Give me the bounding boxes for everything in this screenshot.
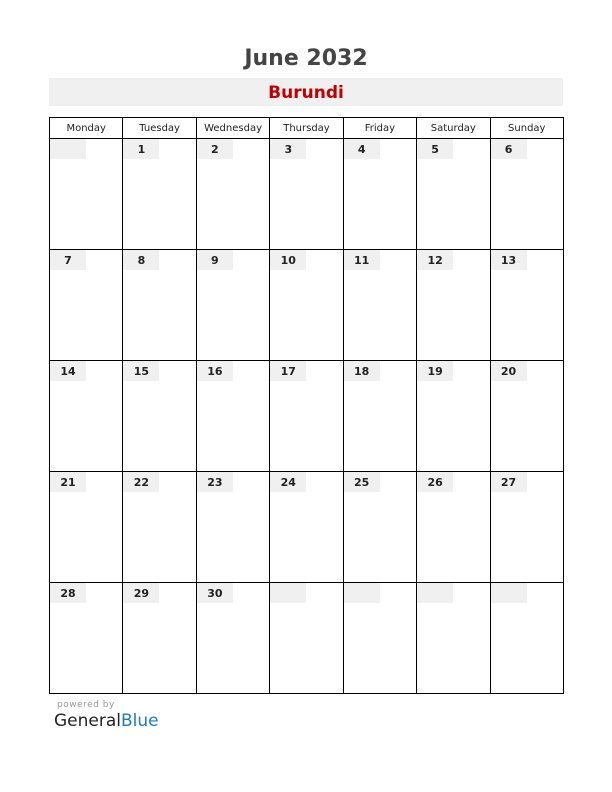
day-number: 26: [417, 472, 453, 492]
powered-by-label: powered by: [57, 700, 115, 710]
day-cell: [50, 139, 123, 250]
week-row: [50, 250, 564, 361]
day-cell: [123, 139, 196, 250]
day-cell: [417, 361, 490, 472]
day-cell: [50, 583, 123, 694]
day-cell: [490, 583, 563, 694]
brand-general-text: General: [54, 711, 121, 731]
day-cell: [417, 472, 490, 583]
day-number: 8: [123, 250, 159, 270]
day-cell: [490, 361, 563, 472]
weekday-header: Thursday: [270, 118, 343, 139]
day-number: 17: [270, 361, 306, 381]
day-number: 24: [270, 472, 306, 492]
day-cell: [490, 139, 563, 250]
day-number: 1: [123, 139, 159, 159]
week-row: [50, 139, 564, 250]
day-cell: [417, 250, 490, 361]
day-cell: [196, 250, 269, 361]
day-number: 29: [123, 583, 159, 603]
day-number: 23: [197, 472, 233, 492]
day-number: 20: [491, 361, 527, 381]
day-number: 22: [123, 472, 159, 492]
week-row: [50, 361, 564, 472]
day-cell: [123, 250, 196, 361]
day-cell: [417, 583, 490, 694]
day-cell: [343, 472, 416, 583]
day-cell: [343, 583, 416, 694]
day-cell: [343, 361, 416, 472]
day-number: 12: [417, 250, 453, 270]
day-number: 11: [344, 250, 380, 270]
day-cell: [196, 472, 269, 583]
week-row: [50, 472, 564, 583]
day-cell: [490, 250, 563, 361]
day-number: 14: [50, 361, 86, 381]
day-number: 4: [344, 139, 380, 159]
day-cell: [343, 250, 416, 361]
day-cell: [50, 250, 123, 361]
page-title: June 2032: [244, 46, 368, 71]
day-number: [50, 139, 86, 159]
day-number: 16: [197, 361, 233, 381]
day-cell: [196, 583, 269, 694]
brand-blue-text: Blue: [121, 711, 159, 731]
day-cell: [270, 583, 343, 694]
day-cell: [270, 139, 343, 250]
weekday-header: Wednesday: [196, 118, 269, 139]
day-number: 19: [417, 361, 453, 381]
weekday-header-row: [50, 118, 564, 139]
day-cell: [490, 472, 563, 583]
generalblue-logo[interactable]: [54, 711, 159, 731]
day-cell: [417, 139, 490, 250]
day-number: [417, 583, 453, 603]
day-cell: [123, 583, 196, 694]
day-number: 28: [50, 583, 86, 603]
day-number: 2: [197, 139, 233, 159]
day-number: 10: [270, 250, 306, 270]
weekday-header: Saturday: [417, 118, 490, 139]
day-cell: [123, 472, 196, 583]
country-banner: [49, 78, 563, 106]
day-number: 25: [344, 472, 380, 492]
day-cell: [343, 139, 416, 250]
day-cell: [270, 361, 343, 472]
day-number: 9: [197, 250, 233, 270]
weekday-header: Friday: [343, 118, 416, 139]
day-cell: [196, 361, 269, 472]
day-number: 18: [344, 361, 380, 381]
weekday-header: Tuesday: [123, 118, 196, 139]
day-cell: [270, 250, 343, 361]
day-cell: [50, 472, 123, 583]
day-number: 30: [197, 583, 233, 603]
day-number: [491, 583, 527, 603]
weekday-header: Sunday: [490, 118, 563, 139]
day-number: 13: [491, 250, 527, 270]
day-number: 7: [50, 250, 86, 270]
weekday-header: Monday: [50, 118, 123, 139]
week-row: [50, 583, 564, 694]
day-number: 6: [491, 139, 527, 159]
day-number: 21: [50, 472, 86, 492]
day-cell: [270, 472, 343, 583]
day-number: 15: [123, 361, 159, 381]
day-number: [344, 583, 380, 603]
day-cell: [196, 139, 269, 250]
day-cell: [50, 361, 123, 472]
calendar-grid: [49, 117, 564, 694]
day-number: 27: [491, 472, 527, 492]
country-name: Burundi: [268, 83, 344, 103]
day-cell: [123, 361, 196, 472]
day-number: [270, 583, 306, 603]
day-number: 5: [417, 139, 453, 159]
day-number: 3: [270, 139, 306, 159]
